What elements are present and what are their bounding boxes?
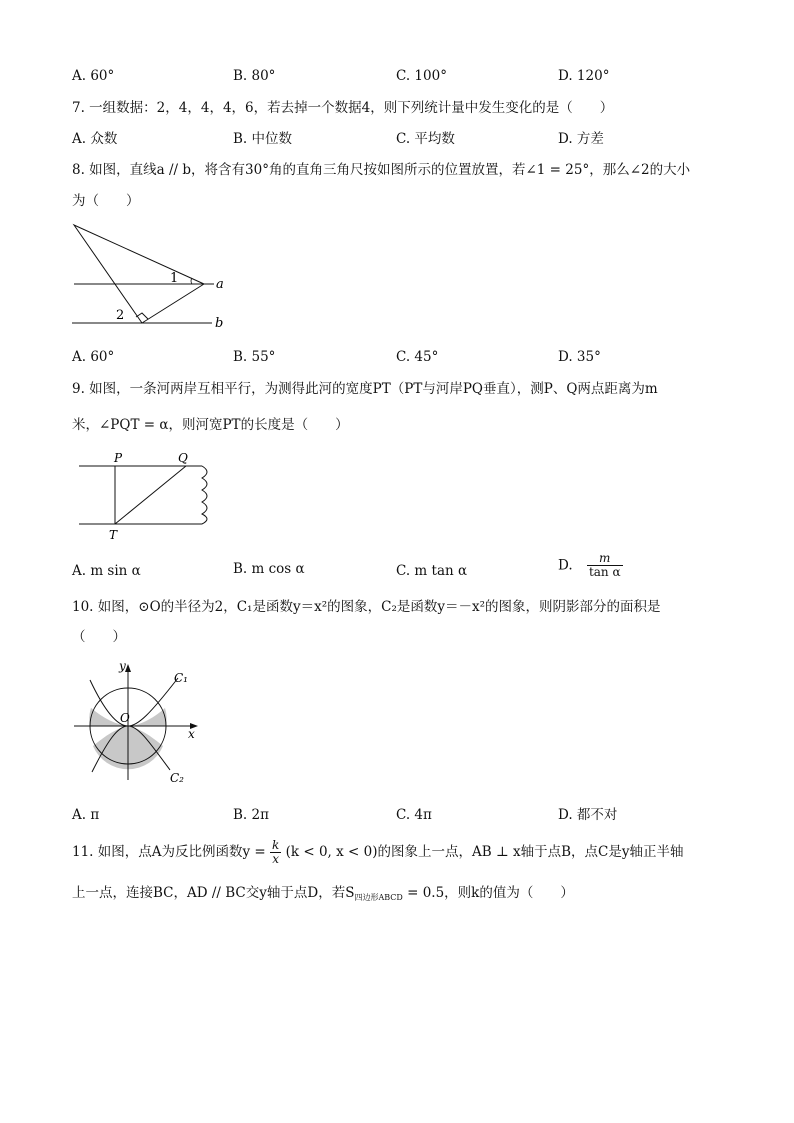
q10-option-a: A. π	[72, 807, 100, 823]
q8-stem-line1: 8. 如图，直线a // b，将含有30°角的直角三角尺按如图所示的位置放置，若∠1 = 25°，那么∠2的大小	[72, 162, 691, 178]
q9-point-t: T	[109, 528, 118, 542]
q10-stem-line1: 10. 如图，⊙O的半径为2，C₁是函数y＝x²的图象，C₂是函数y＝－x²的图象，则阴影部分的面积是	[72, 599, 661, 615]
q8-angle-1-label: 1	[170, 271, 179, 286]
q10-origin-label: O	[120, 711, 130, 725]
q8-line-a-label: a	[216, 277, 224, 292]
q8-option-b: B. 55°	[233, 349, 276, 365]
q8-option-c: C. 45°	[396, 349, 439, 365]
q9-stem-line2: 米，∠PQT = α，则河宽PT的长度是（ ）	[72, 417, 349, 433]
q8-figure	[64, 220, 244, 335]
q10-curve-c1-label: C₁	[174, 671, 188, 685]
q11-fraction-numerator: k	[272, 838, 280, 852]
q7-option-b: B. 中位数	[233, 131, 293, 147]
q9-option-a: A. m sin α	[72, 563, 141, 579]
q10-axis-y-label: y	[119, 659, 126, 673]
q11-stem-line2	[72, 884, 574, 907]
q7-option-d: D. 方差	[558, 131, 604, 147]
q11-stem-line1-suffix: (k < 0, x < 0)的图象上一点，AB ⊥ x轴于点B，点C是y轴正半轴	[285, 844, 684, 860]
q6-option-b: B. 80°	[233, 68, 276, 84]
q6-option-d: D. 120°	[558, 68, 610, 84]
q8-option-a: A. 60°	[72, 349, 115, 365]
q10-stem-line2: （ ）	[72, 629, 126, 645]
q7-stem: 7. 一组数据：2，4，4，4，6，若去掉一个数据4，则下列统计量中发生变化的是（ ）	[72, 100, 614, 116]
q7-option-a: A. 众数	[72, 131, 118, 147]
q10-option-c: C. 4π	[396, 807, 432, 823]
q11-fraction-denominator: x	[272, 852, 280, 866]
q8-angle-2-label: 2	[116, 308, 125, 323]
q10-option-d: D. 都不对	[558, 807, 618, 823]
q9-figure	[74, 450, 224, 545]
q10-curve-c2-label: C₂	[170, 771, 184, 785]
q9-stem-line1: 9. 如图，一条河两岸互相平行，为测得此河的宽度PT（PT与河岸PQ垂直），测P、Q两点距离为m	[72, 381, 658, 397]
q10-figure	[70, 656, 210, 791]
q11-stem-line2-prefix: 上一点，连接BC，AD // BC交y轴于点D，若S	[72, 885, 355, 901]
q6-option-c: C. 100°	[396, 68, 447, 84]
q7-option-c: C. 平均数	[396, 131, 455, 147]
q11-stem-line1	[72, 834, 683, 870]
q9-option-d	[558, 552, 623, 579]
q9-option-c: C. m tan α	[396, 563, 468, 579]
q9-point-q: Q	[178, 451, 188, 465]
q10-option-b: B. 2π	[233, 807, 269, 823]
q9-option-d-numerator: m	[587, 552, 623, 566]
q8-line-b-label: b	[215, 316, 224, 331]
q10-axis-x-label: x	[188, 727, 195, 741]
q11-area-subscript: 四边形ABCD	[354, 893, 403, 902]
q11-stem-line1-prefix: 11. 如图，点A为反比例函数y =	[72, 844, 266, 860]
q9-option-d-prefix: D.	[558, 557, 573, 574]
q8-stem-line2: 为（ ）	[72, 193, 140, 209]
q9-point-p: P	[114, 451, 123, 465]
q11-stem-line2-suffix: = 0.5，则k的值为（ ）	[402, 885, 574, 901]
q8-option-d: D. 35°	[558, 349, 601, 365]
q9-option-b: B. m cos α	[233, 561, 305, 577]
q6-option-a: A. 60°	[72, 68, 115, 84]
q9-option-d-denominator: tan α	[588, 565, 621, 579]
